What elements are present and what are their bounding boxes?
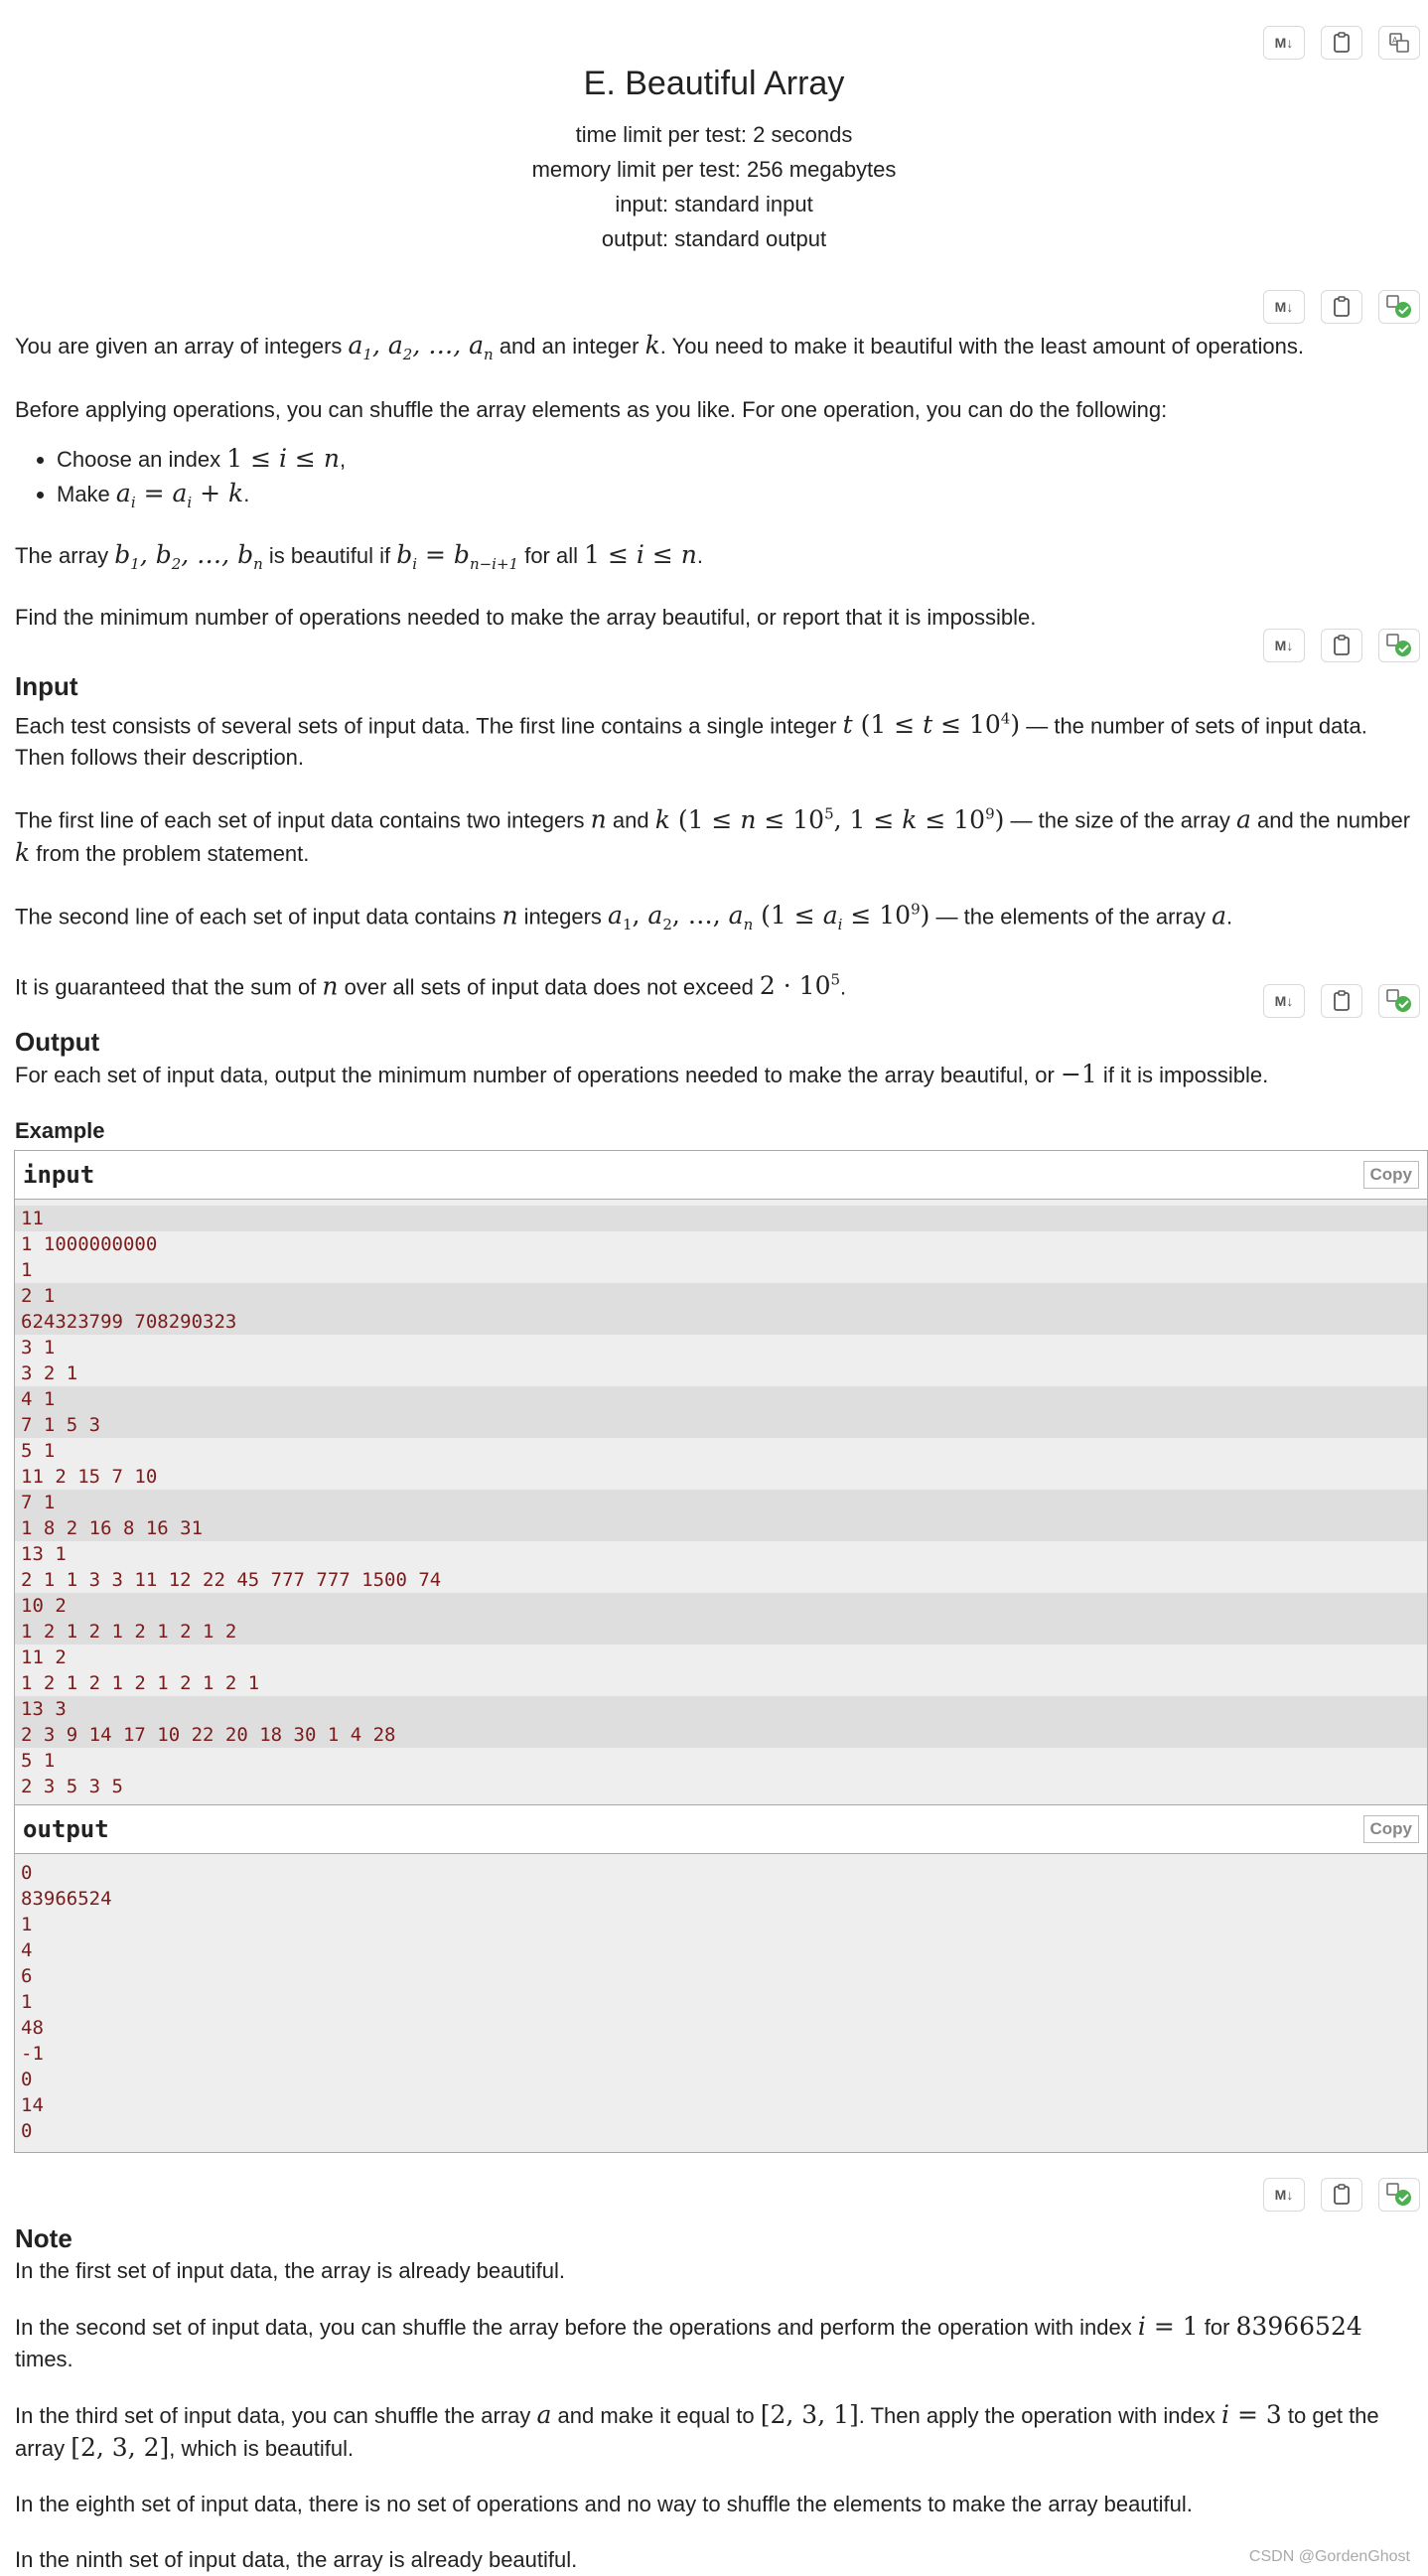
translated-check-icon <box>1386 2183 1412 2207</box>
problem-title: E. Beautiful Array <box>583 65 845 102</box>
input-toolbar <box>1263 629 1420 662</box>
sample-line: 1 <box>21 1914 33 1935</box>
time-limit: time limit per test: 2 seconds <box>575 122 853 147</box>
note-p5: In the ninth set of input data, the array is already beautiful. <box>15 2547 578 2572</box>
text: integers <box>517 903 609 929</box>
sample-line: 2 1 <box>15 1283 1427 1309</box>
text: You are given an array of integers <box>15 334 349 358</box>
statement-p1: You are given an array of integers $a_1$, $a_2$, …, $a_n$ and an integer k. You need to make it beautiful with the least amount of operations. <box>15 331 1304 363</box>
text: and <box>606 807 655 833</box>
copy-output-button[interactable]: Copy <box>1363 1815 1420 1843</box>
translated-check-button[interactable] <box>1378 984 1420 1018</box>
copy-clipboard-button[interactable] <box>1321 984 1362 1018</box>
sample-line: -1 <box>21 2043 44 2065</box>
copy-clipboard-button[interactable] <box>1321 26 1362 60</box>
translated-check-icon <box>1386 295 1412 319</box>
problem-header <box>0 62 1428 256</box>
sample-line: 1 2 1 2 1 2 1 2 1 2 1 <box>21 1672 260 1694</box>
text: and the number <box>1250 807 1411 833</box>
statement-p2: Before applying operations, you can shuffle the array elements as you like. For one operation, you can do the following: <box>15 397 1168 422</box>
clipboard-icon <box>1333 2184 1351 2206</box>
note-toolbar <box>1263 2178 1420 2212</box>
statement-toolbar <box>1263 290 1420 324</box>
operation-list <box>15 442 1415 519</box>
input-p3: The second line of each set of input data contains n integers $a_1$, $a_2$, …, $a_n$ $(1 \le a_i \le 10^9)$ — the elements of the array a. <box>15 900 1233 933</box>
text: . Then apply the operation with index <box>858 2403 1222 2428</box>
sample-line: 2 3 9 14 17 10 22 20 18 30 1 4 28 <box>15 1722 1427 1748</box>
sample-line: 2 3 5 3 5 <box>21 1776 123 1797</box>
note-p4: In the eighth set of input data, there is no set of operations and no way to shuffle the elements to make the array beautiful. <box>15 2492 1193 2516</box>
sample-line: 48 <box>21 2017 44 2039</box>
sample-line: 13 3 <box>15 1696 1427 1722</box>
text: from the problem statement. <box>30 840 310 866</box>
sample-output <box>14 1804 1428 2153</box>
markdown-button[interactable] <box>1263 984 1305 1018</box>
output-title: Output <box>15 1027 100 1057</box>
text: for all <box>518 543 585 568</box>
sample-line: 1 8 2 16 8 16 31 <box>15 1515 1427 1541</box>
output-section <box>15 1025 1415 1091</box>
text: Each test consists of several sets of input data. The first line contains a single integer <box>15 713 843 739</box>
output-p1: For each set of input data, output the minimum number of operations needed to make the array beautiful, or −1 if it is impossible. <box>15 1060 1269 1088</box>
markdown-icon: M↓ <box>1274 299 1294 315</box>
text: Choose an index <box>57 447 227 472</box>
sample-line: 11 2 <box>21 1646 67 1668</box>
text: times. <box>15 2347 73 2371</box>
sample-input <box>14 1150 1428 1808</box>
text: if it is impossible. <box>1096 1063 1269 1087</box>
translated-check-icon <box>1386 989 1412 1013</box>
text: . You need to make it beautiful with the least amount of operations. <box>659 334 1304 358</box>
clipboard-icon <box>1333 296 1351 318</box>
list-item: • Choose an index 1 ≤ i ≤ n, <box>57 442 1415 477</box>
text: and an integer <box>493 334 645 358</box>
markdown-button[interactable] <box>1263 629 1305 662</box>
markdown-icon: M↓ <box>1274 35 1294 51</box>
sample-line: 624323799 708290323 <box>15 1309 1427 1335</box>
sample-output-label: output <box>23 1815 109 1843</box>
clipboard-icon <box>1333 990 1351 1012</box>
copy-clipboard-button[interactable] <box>1321 2178 1362 2212</box>
sample-line: 14 <box>21 2094 44 2116</box>
note-p3: In the third set of input data, you can shuffle the array a and make it equal to [2, 3, 1]. Then apply the operation with index i = 3 to get the array [2, 3, 2], which is beautiful. <box>15 2400 1379 2462</box>
translate-icon <box>1388 32 1410 54</box>
memory-limit: memory limit per test: 256 megabytes <box>531 157 897 182</box>
sample-input-label: input <box>23 1161 95 1189</box>
clipboard-icon <box>1333 635 1351 656</box>
text: is beautiful if <box>262 543 397 568</box>
text: — the elements of the array <box>929 903 1213 929</box>
statement-p4: Find the minimum number of operations needed to make the array beautiful, or report that it is impossible. <box>15 605 1037 630</box>
input-spec: input: standard input <box>615 192 813 216</box>
input-p2: The first line of each set of input data contains two integers n and k ($1 \le n \le 10^5$, $1 \le k \le 10^9$) — the size of the array a and the number k from the problem statement. <box>15 804 1411 867</box>
markdown-icon: M↓ <box>1274 993 1294 1009</box>
text: In the third set of input data, you can shuffle the array <box>15 2403 537 2428</box>
sample-line: 5 1 <box>21 1750 56 1772</box>
text: over all sets of input data does not exceed <box>338 974 760 1000</box>
text: , which is beautiful. <box>169 2436 355 2461</box>
markdown-button[interactable] <box>1263 2178 1305 2212</box>
title-toolbar <box>1263 26 1420 60</box>
markdown-button[interactable] <box>1263 290 1305 324</box>
note-p1: In the first set of input data, the array is already beautiful. <box>15 2258 565 2283</box>
text: and make it equal to <box>551 2403 761 2428</box>
text: — the size of the array <box>1004 807 1236 833</box>
sample-line: 7 1 5 3 <box>15 1412 1427 1438</box>
sample-line: 7 1 <box>15 1490 1427 1515</box>
statement-p3: The array $b_1$, $b_2$, …, $b_n$ is beautiful if $b_i = b_{n-i+1}$ for all 1 ≤ i ≤ n. <box>15 540 703 573</box>
output-toolbar <box>1263 984 1420 1018</box>
input-section <box>15 669 1415 1003</box>
copy-input-button[interactable]: Copy <box>1363 1161 1420 1189</box>
sample-line: 1 <box>21 1991 33 2013</box>
sample-line: 11 2 15 7 10 <box>21 1466 158 1488</box>
note-title: Note <box>15 2223 72 2253</box>
sample-line: 13 1 <box>21 1543 67 1565</box>
sample-line: 5 1 <box>21 1440 56 1462</box>
translated-check-button[interactable] <box>1378 2178 1420 2212</box>
translated-check-button[interactable] <box>1378 629 1420 662</box>
text: In the second set of input data, you can shuffle the array before the operations and perform the operation with index <box>15 2315 1138 2340</box>
svg-text:A: A <box>1392 36 1398 45</box>
sample-line: 1 1000000000 <box>21 1233 158 1255</box>
text: It is guaranteed that the sum of <box>15 974 323 1000</box>
copy-clipboard-button[interactable] <box>1321 629 1362 662</box>
sample-line: 0 <box>21 2120 33 2142</box>
sample-line: 6 <box>21 1965 33 1987</box>
sample-output-header <box>15 1805 1427 1854</box>
sample-line: 0 <box>21 1862 33 1884</box>
sample-line: 1 2 1 2 1 2 1 2 1 2 <box>15 1619 1427 1645</box>
text: The second line of each set of input data contains <box>15 903 502 929</box>
translated-check-button[interactable] <box>1378 290 1420 324</box>
sample-line: 11 <box>15 1206 1427 1231</box>
text: to get the array <box>15 2403 1379 2461</box>
text: For each set of input data, output the minimum number of operations needed to make the array beautiful, or <box>15 1063 1061 1087</box>
sample-output-lines <box>15 1854 1427 2152</box>
translate-button[interactable] <box>1378 26 1420 60</box>
text: Make <box>57 482 116 506</box>
text: for <box>1198 2315 1236 2340</box>
statement <box>15 330 1415 634</box>
input-p1: Each test consists of several sets of input data. The first line contains a single integer t $(1 \le t \le 10^4)$ — the number of sets of input data. Then follows their description. <box>15 710 1367 771</box>
sample-line: 4 <box>21 1939 33 1961</box>
sample-input-header <box>15 1151 1427 1200</box>
watermark: CSDN @GordenGhost <box>1248 2548 1410 2565</box>
copy-clipboard-button[interactable] <box>1321 290 1362 324</box>
input-title: Input <box>15 671 78 701</box>
sample-line: 2 1 1 3 3 11 12 22 45 777 777 1500 74 <box>21 1569 442 1591</box>
markdown-icon: M↓ <box>1274 638 1294 653</box>
translated-check-icon <box>1386 634 1412 657</box>
sample-line: 3 1 <box>21 1337 56 1359</box>
list-item: • Make $a_i = a_i + k$. <box>57 477 1415 519</box>
note-section <box>15 2221 1415 2576</box>
text: The array <box>15 543 115 568</box>
sample-line: 0 <box>21 2069 33 2090</box>
sample-input-lines <box>15 1200 1427 1807</box>
markdown-icon: M↓ <box>1274 2187 1294 2203</box>
note-p2: In the second set of input data, you can shuffle the array before the operations and perform the operation with index i = 1 for 83966524 times. <box>15 2312 1362 2371</box>
sample-line: 83966524 <box>21 1888 112 1910</box>
sample-line: 4 1 <box>15 1386 1427 1412</box>
text: — the number of sets of input data. Then follows their description. <box>15 713 1367 771</box>
sample-line: 3 2 1 <box>21 1362 78 1384</box>
text: The first line of each set of input data contains two integers <box>15 807 591 833</box>
markdown-button[interactable] <box>1263 26 1305 60</box>
output-spec: output: standard output <box>601 226 827 251</box>
clipboard-icon <box>1333 32 1351 54</box>
example-label: Example <box>15 1118 105 1143</box>
sample-line: 10 2 <box>15 1593 1427 1619</box>
sample-line: 1 <box>21 1259 33 1281</box>
input-p4: It is guaranteed that the sum of n over all sets of input data does not exceed $2 \cdot 10^5$. <box>15 970 847 1001</box>
